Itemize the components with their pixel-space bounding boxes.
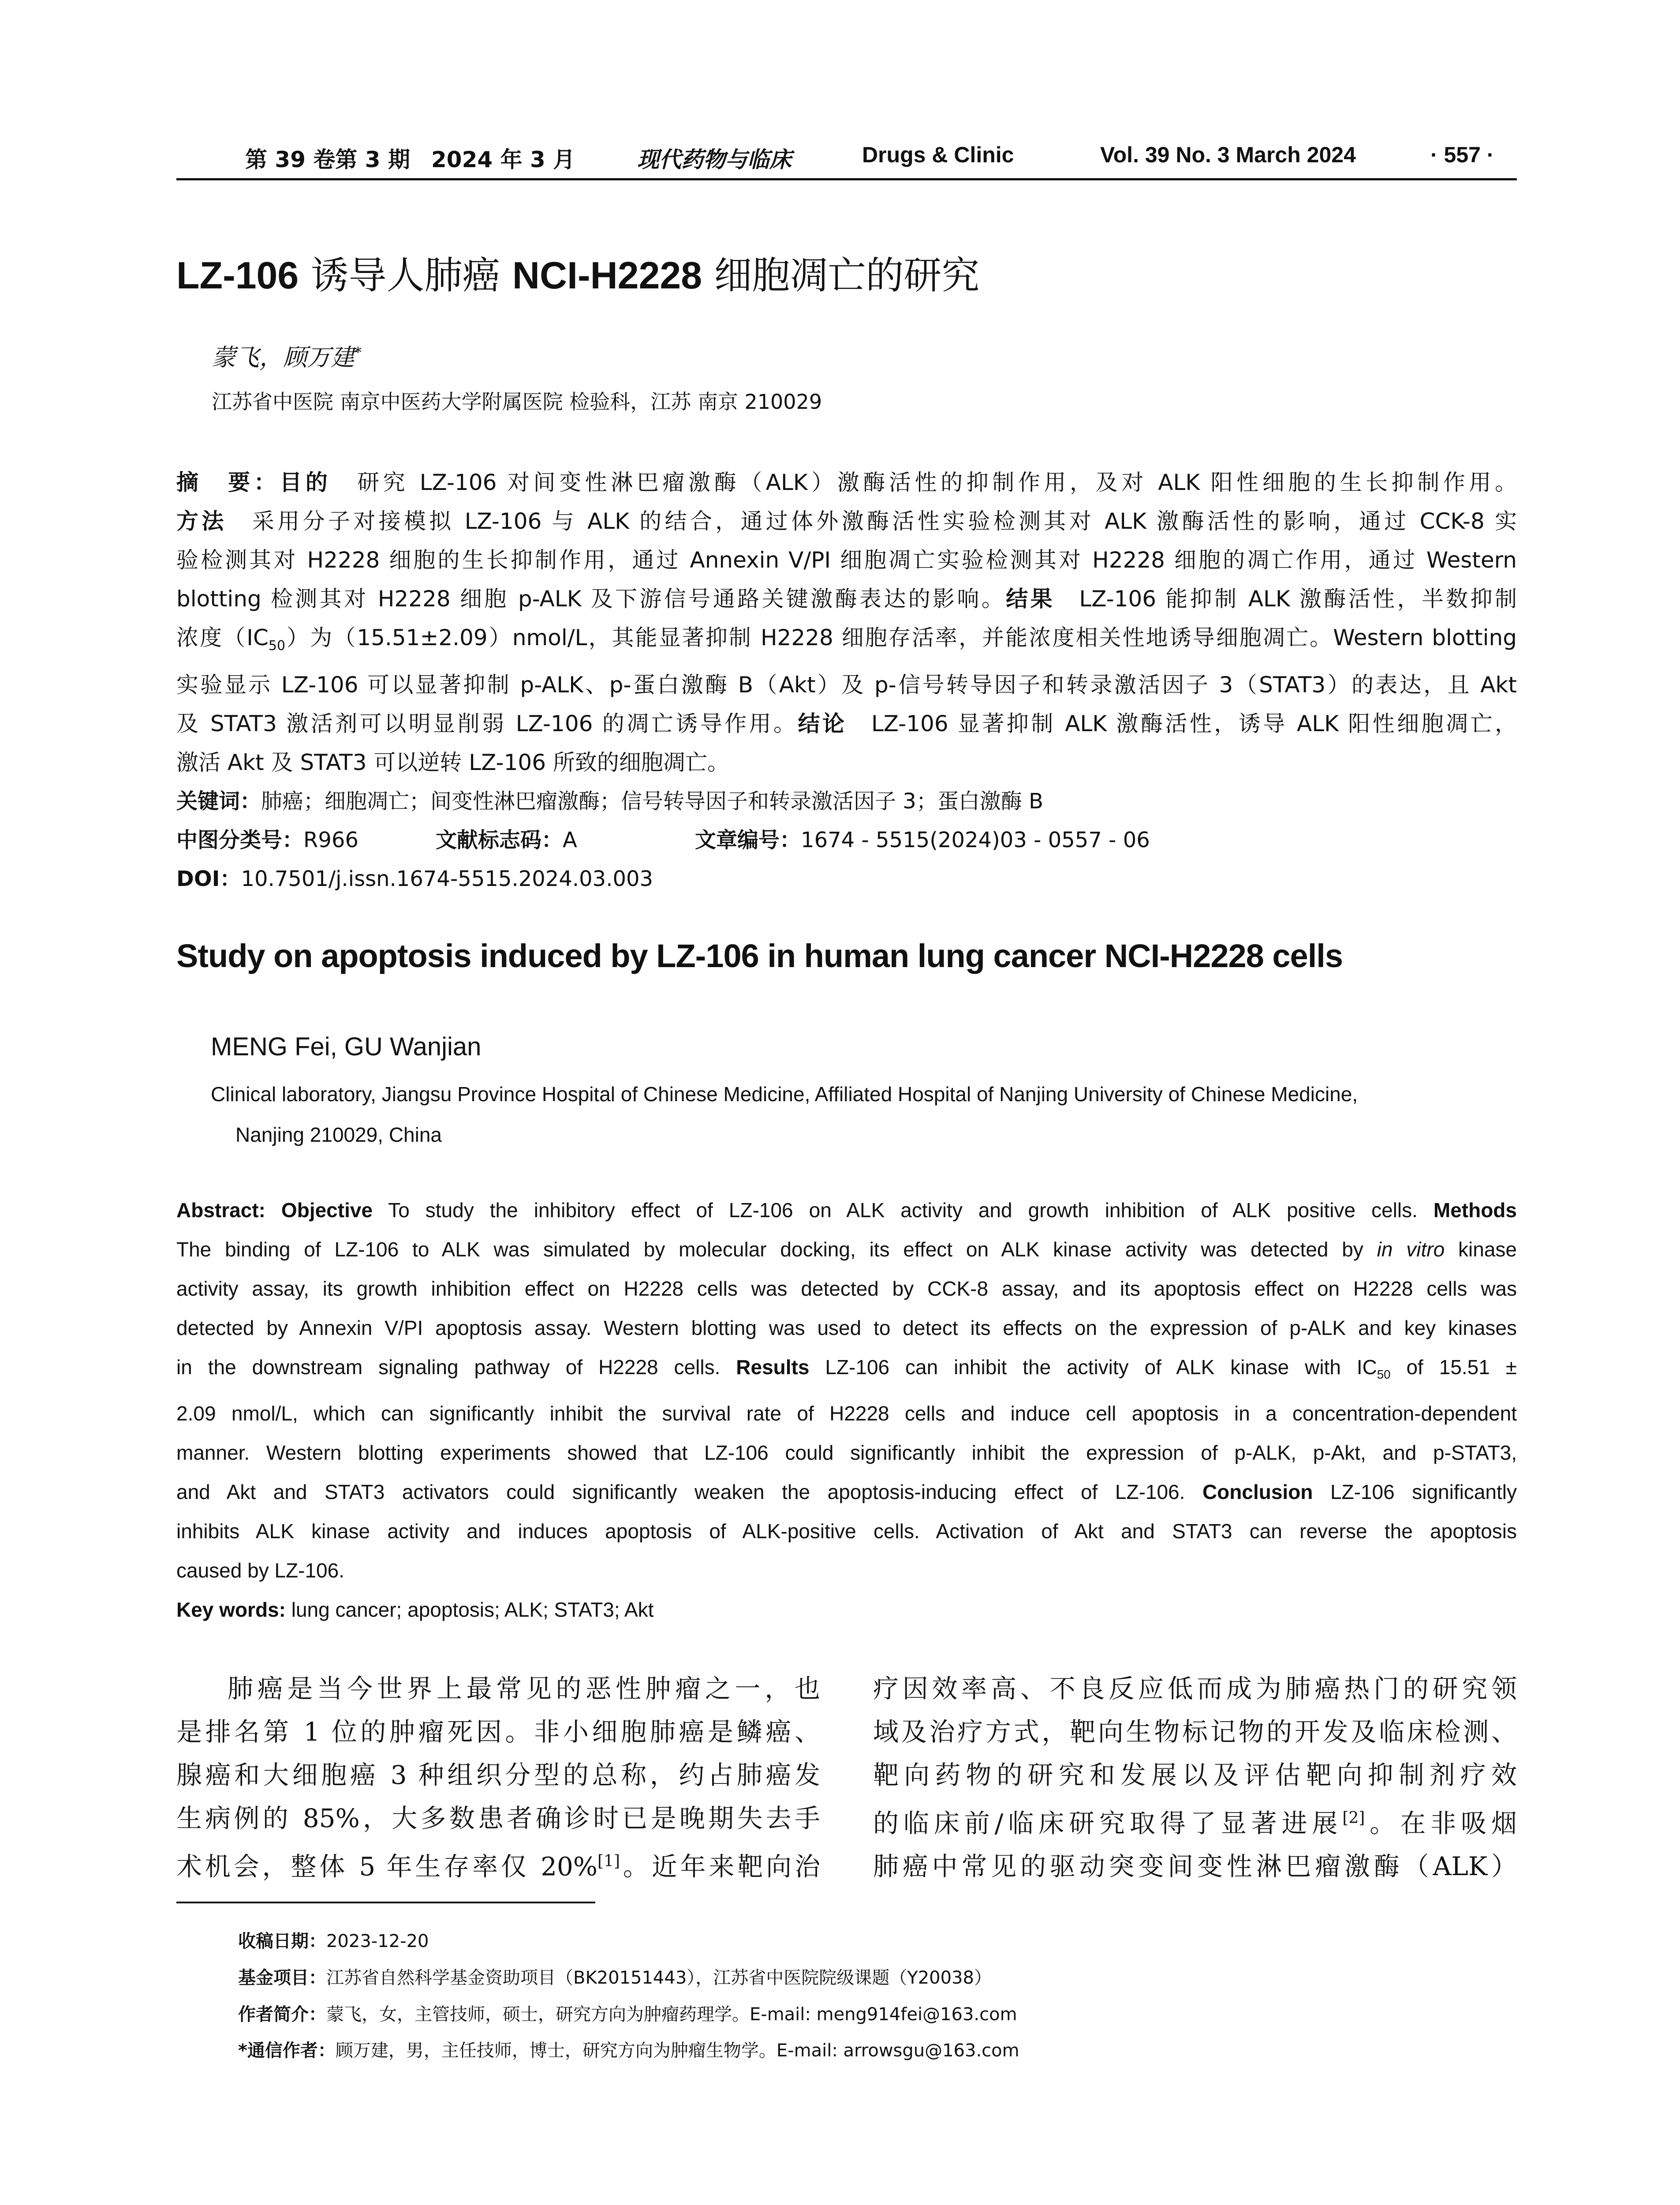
- footnote-text: 江苏省自然科学基金资助项目（BK20151443），江苏省中医院院级课题（Y20038）: [326, 1968, 992, 1988]
- footnote-received: [238, 1927, 429, 1952]
- abstract-en-text: of 15.51 ±: [1390, 1356, 1517, 1379]
- keywords-cn-label: 关键词：: [176, 789, 261, 814]
- abstract-cn-text: 实验显示 LZ-106 可以显著抑制 p-ALK、p-蛋白激酶 B（Akt）及 p-信号转导因子和转录激活因子 3（STAT3）的表达，且 Akt: [176, 672, 1517, 698]
- abstract-cn: [176, 463, 1517, 898]
- abstract-en-text: and Akt and STAT3 activators could significantly weaken the apoptosis-inducing effect of LZ-106.: [176, 1480, 1202, 1504]
- body-text: 肺癌是当今世界上最常见的恶性肿瘤之一，也: [228, 1674, 820, 1704]
- footnote-text: 顾万建，男，主任技师，博士，研究方向为肿瘤生物学。E-mail: arrowsgu@163.com: [335, 2041, 1019, 2061]
- footnote-label: 收稿日期：: [238, 1931, 326, 1951]
- abstract-en-text: kinase: [1445, 1238, 1517, 1261]
- abstract-cn-conclusion-label: 结论: [798, 711, 847, 736]
- affiliation-en: [211, 1074, 1516, 1155]
- footnote-label: 基金项目：: [238, 1968, 326, 1988]
- abstract-cn-text: 激活 Akt 及 STAT3 可以逆转 LZ-106 所致的细胞凋亡。: [176, 750, 729, 775]
- abstract-cn-text: 验检测其对 H2228 细胞的生长抑制作用，通过 Annexin V/PI 细胞凋亡实验检测其对 H2228 细胞的凋亡作用，通过 Western: [176, 547, 1517, 573]
- authors-en: MENG Fei, GU Wanjian: [211, 1032, 482, 1061]
- article-no-value: 1674 - 5515(2024)03 - 0557 - 06: [801, 828, 1150, 852]
- abstract-en-text: LZ-106 significantly: [1313, 1480, 1517, 1504]
- footnote-fund: [238, 1964, 992, 1989]
- body-text: 生病例的 85%，大多数患者确诊时已是晚期失去手: [176, 1803, 820, 1833]
- body-text: 术机会，整体 5 年生存率仅 20%: [176, 1851, 598, 1882]
- body-text: 是排名第 1 位的肿瘤死因。非小细胞肺癌是鳞癌、: [176, 1717, 820, 1747]
- abstract-en-italic: in vitro: [1377, 1238, 1445, 1261]
- doi-line: [176, 860, 1517, 898]
- abstract-en-text: manner. Western blotting experiments showed that LZ-106 could significantly inhibit the expression of p-ALK, p-Akt, and p-STAT3,: [176, 1441, 1517, 1465]
- affiliation-cn: 江苏省中医院 南京中医药大学附属医院 检验科，江苏 南京 210029: [212, 390, 822, 414]
- body-text: 的临床前/临床研究取得了显著进展: [873, 1808, 1343, 1839]
- doi-value[interactable]: 10.7501/j.issn.1674-5515.2024.03.003: [241, 867, 653, 891]
- header-date-cn: 2024 年 3 月: [431, 147, 575, 172]
- abstract-en-text: detected by Annexin V/PI apoptosis assay. Western blotting was used to detect its effects on the expression of p-ALK and key kinases: [176, 1316, 1517, 1339]
- body-text: 域及治疗方式，靶向生物标记物的开发及临床检测、: [873, 1717, 1517, 1747]
- abstract-en-text: inhibits ALK kinase activity and induces apoptosis of ALK-positive cells. Activation of Akt and STAT3 can reverse the apoptosis: [176, 1520, 1517, 1543]
- affiliation-en-line: Clinical laboratory, Jiangsu Province Hospital of Chinese Medicine, Affiliated Hospital of Nanjing University of Chinese Medicine,: [211, 1083, 1358, 1106]
- abstract-cn-text: 研究 LZ-106 对间变性淋巴瘤激酶（ALK）激酶活性的抑制作用，及对 ALK 阳性细胞的生长抑制作用。: [331, 470, 1517, 495]
- header-page-number: · 557 ·: [1430, 142, 1494, 167]
- abstract-cn-objective-label: 目的: [280, 470, 332, 495]
- abstract-cn-results-label: 结果: [1006, 586, 1055, 612]
- abstract-en-text: activity assay, its growth inhibition effect on H2228 cells was detected by CCK-8 assay, and its apoptosis effect on H2228 cells was: [176, 1277, 1517, 1300]
- header-journal-en: Drugs & Clinic: [862, 142, 1014, 167]
- title-cn: [176, 245, 979, 299]
- footnote-rule: [176, 1902, 595, 1903]
- abstract-en-results-label: Results: [736, 1356, 810, 1379]
- body-column-left: [176, 1667, 820, 1888]
- abstract-en-text: LZ-106 can inhibit the activity of ALK kinase with IC: [809, 1356, 1377, 1379]
- abstract-cn-methods-label: 方法: [176, 508, 227, 534]
- body-text: 腺癌和大细胞癌 3 种组织分型的总称，约占肺癌发: [176, 1760, 820, 1790]
- header-rule: [176, 178, 1517, 180]
- clc-label: 中图分类号：: [176, 828, 304, 852]
- doc-code-label: 文献标志码：: [436, 828, 563, 852]
- header-journal-cn: 现代药物与临床: [637, 146, 791, 172]
- authors-cn: [212, 339, 362, 373]
- abstract-cn-text: blotting 检测其对 H2228 细胞 p-ALK 及下游信号通路关键激酶表达的影响。: [176, 586, 1006, 612]
- title-cn-part: LZ-106: [176, 254, 299, 297]
- footnote-author-bio: [238, 2000, 1017, 2026]
- doc-code-value: A: [563, 828, 577, 852]
- abstract-cn-text: 采用分子对接模拟 LZ-106 与 ALK 的结合，通过体外激酶活性实验检测其对 ALK 激酶活性的影响，通过 CCK-8 实: [227, 508, 1517, 534]
- body-text: 肺癌中常见的驱动突变间变性淋巴瘤激酶（ALK）: [873, 1851, 1517, 1882]
- abstract-en-text: caused by LZ-106.: [176, 1559, 345, 1582]
- footnote-corresponding: [238, 2037, 1019, 2062]
- footnote-text: 2023-12-20: [326, 1931, 429, 1951]
- abstract-en-text: To study the inhibitory effect of LZ-106 on ALK activity and growth inhibition of ALK positive cells.: [373, 1199, 1434, 1222]
- article-no-label: 文章编号：: [695, 828, 801, 852]
- footnote-label: *通信作者：: [238, 2041, 336, 2061]
- keywords-en: [176, 1590, 1517, 1629]
- body-text: 。在非吸烟: [1365, 1808, 1517, 1839]
- header-issue-cn: 第 39 卷第 3 期: [245, 147, 410, 172]
- title-cn-part: 细胞凋亡的研究: [702, 254, 980, 298]
- clc-value: R966: [303, 828, 358, 852]
- corresponding-mark: *: [355, 344, 362, 361]
- authors-cn-names: 蒙飞，顾万建: [212, 344, 355, 371]
- abstract-en-text: The binding of LZ-106 to ALK was simulated by molecular docking, its effect on ALK kinase activity was detected by: [176, 1238, 1377, 1261]
- abstract-en-methods-label: Methods: [1433, 1199, 1517, 1222]
- footnote-label: 作者简介：: [238, 2004, 326, 2025]
- abstract-cn-label: 摘 要：: [176, 470, 280, 495]
- abstract-cn-text: 浓度（IC: [176, 625, 269, 650]
- body-text: 疗因效率高、不良反应低而成为肺癌热门的研究领: [873, 1674, 1517, 1704]
- title-cn-part: NCI-H2228: [512, 254, 702, 297]
- classification-line: [176, 821, 1517, 860]
- abstract-en: [176, 1191, 1517, 1629]
- abstract-en-text: in the downstream signaling pathway of H2228 cells.: [176, 1356, 736, 1379]
- abstract-en-conclusion-label: Conclusion: [1202, 1480, 1313, 1504]
- footnote-text: 蒙飞，女，主管技师，硕士，研究方向为肿瘤药理学。E-mail: meng914fei@163.com: [326, 2004, 1017, 2025]
- abstract-cn-text: LZ-106 能抑制 ALK 激酶活性，半数抑制: [1055, 586, 1517, 612]
- citation-ref[interactable]: [2]: [1342, 1809, 1365, 1827]
- body-text: 。近年来靶向治: [620, 1851, 820, 1882]
- abstract-en-objective-label: Abstract: Objective: [176, 1199, 373, 1222]
- keywords-en-label: Key words:: [176, 1598, 286, 1622]
- abstract-cn-text: 及 STAT3 激活剂可以明显削弱 LZ-106 的凋亡诱导作用。: [176, 711, 798, 736]
- ic50-subscript: 50: [1377, 1368, 1391, 1382]
- keywords-en-text: lung cancer; apoptosis; ALK; STAT3; Akt: [285, 1598, 654, 1622]
- doi-label: DOI：: [176, 867, 241, 891]
- ic50-subscript: 50: [268, 638, 286, 654]
- header-volume-en: Vol. 39 No. 3 March 2024: [1100, 142, 1356, 167]
- title-cn-part: 诱导人肺癌: [299, 254, 512, 298]
- abstract-cn-text: ）为（15.51±2.09）nmol/L，其能显著抑制 H2228 细胞存活率，并能浓度相关性地诱导细胞凋亡。Western blotting: [285, 625, 1517, 650]
- abstract-en-text: 2.09 nmol/L, which can significantly inhibit the survival rate of H2228 cells and induce cell apoptosis in a concentration-dependent: [176, 1402, 1517, 1425]
- title-en: Study on apoptosis induced by LZ-106 in human lung cancer NCI-H2228 cells: [176, 938, 1343, 974]
- citation-ref[interactable]: [1]: [597, 1852, 620, 1870]
- affiliation-en-line: Nanjing 210029, China: [235, 1123, 442, 1146]
- keywords-cn-text: 肺癌；细胞凋亡；间变性淋巴瘤激酶；信号转导因子和转录激活因子 3；蛋白激酶 B: [261, 789, 1044, 814]
- body-column-right: [873, 1667, 1517, 1888]
- keywords-cn: [176, 782, 1517, 821]
- abstract-cn-text: LZ-106 显著抑制 ALK 激酶活性，诱导 ALK 阳性细胞凋亡，: [847, 711, 1517, 736]
- body-text: 靶向药物的研究和发展以及评估靶向抑制剂疗效: [873, 1760, 1517, 1790]
